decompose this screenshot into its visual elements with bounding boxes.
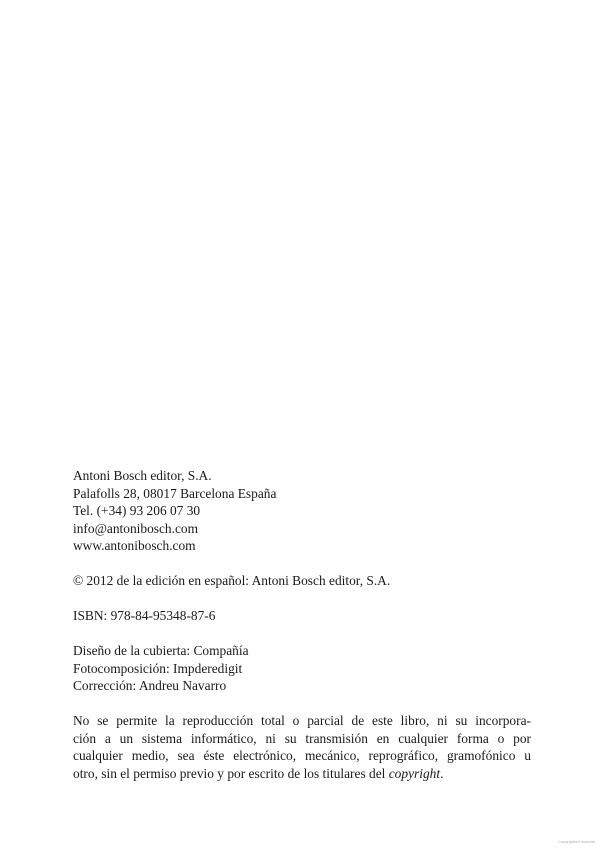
publisher-website: www.antonibosch.com [73,538,196,554]
copyright-statement [73,572,531,590]
notice-line-3: cualquier medio, sea éste electrónico, mecánico, reprográfico, gramofónico u [73,748,531,764]
credits [73,642,531,695]
typesetting-credit: Fotocomposición: Impderedigit [73,660,243,676]
rights-notice [73,712,531,782]
copyright-line: © 2012 de la edición en español: Antoni Bosch editor, S.A. [73,573,391,588]
notice-line-4-end: . [440,765,444,781]
proofreading-credit: Corrección: Andreu Navarro [73,678,227,694]
copyright-watermark: Copyrighted material [558,839,595,844]
notice-line-1: No se permite la reproducción total o parcial de este libro, ni su incorpora- [73,713,531,728]
notice-line-4 [73,765,531,783]
publisher-phone: Tel. (+34) 93 206 07 30 [73,503,201,519]
isbn-section [73,607,531,625]
notice-line-4-text: otro, sin el permiso previo y por escrito de los titulares del [73,765,389,781]
publisher-name: Antoni Bosch editor, S.A. [73,468,212,483]
copyright-word: copyright [388,765,441,781]
isbn-line: ISBN: 978-84-95348-87-6 [73,608,216,623]
publisher-info [73,467,531,555]
cover-design-credit: Diseño de la cubierta: Compañía [73,643,249,658]
notice-line-2: ción a un sistema informático, ni su transmisión en cualquier forma o por [73,730,531,746]
publisher-address: Palafolls 28, 08017 Barcelona España [73,485,277,501]
publisher-email: info@antonibosch.com [73,520,199,536]
